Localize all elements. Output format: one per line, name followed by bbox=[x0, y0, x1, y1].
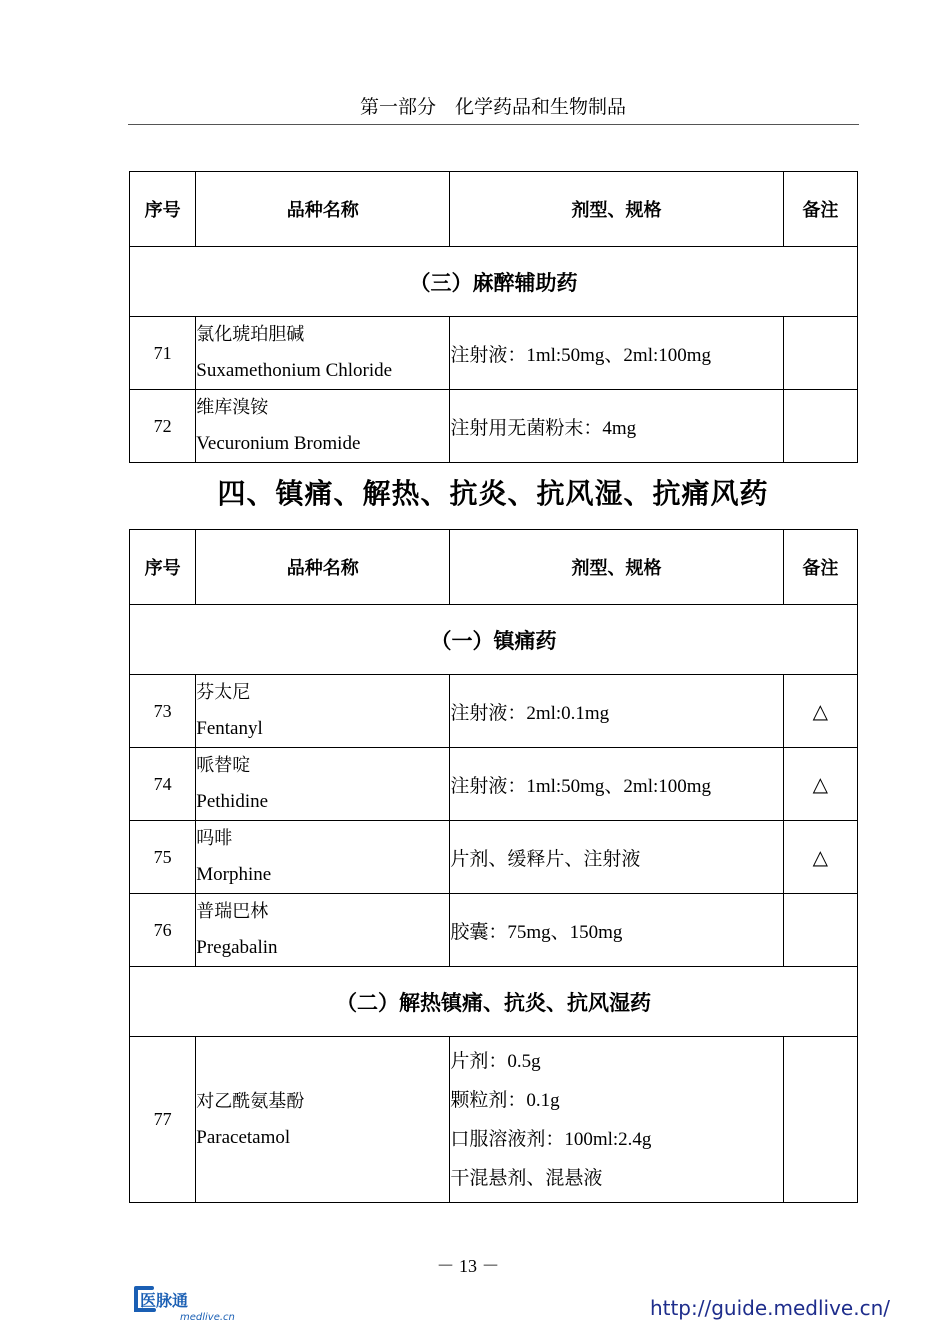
drug-name-cn: 维库溴铵 bbox=[196, 397, 269, 418]
section-row bbox=[130, 247, 858, 317]
note bbox=[783, 390, 857, 463]
dosage-form: 注射液：2ml:0.1mg bbox=[450, 675, 783, 748]
running-header: 第一部分 化学药品和生物制品 bbox=[359, 96, 626, 118]
section-title: （一）镇痛药 bbox=[130, 605, 858, 675]
drug-table-anesthesia bbox=[129, 171, 858, 463]
col-header-name: 品种名称 bbox=[196, 172, 450, 247]
dosage-form: 注射用无菌粉末：4mg bbox=[450, 390, 783, 463]
table-row bbox=[130, 675, 858, 748]
medlive-logo bbox=[132, 1282, 242, 1324]
table-row bbox=[130, 390, 858, 463]
section-title: （二）解热镇痛、抗炎、抗风湿药 bbox=[130, 967, 858, 1037]
drug-name bbox=[196, 821, 450, 894]
col-header-form: 剂型、规格 bbox=[450, 530, 783, 605]
table-row bbox=[130, 748, 858, 821]
page-number: － 13 － bbox=[436, 1256, 500, 1276]
drug-name bbox=[196, 1037, 450, 1203]
note: △ bbox=[783, 748, 857, 821]
drug-name-en: Suxamethonium Chloride bbox=[196, 360, 393, 381]
dosage-form: 注射液：1ml:50mg、2ml:100mg bbox=[450, 317, 783, 390]
note bbox=[783, 894, 857, 967]
row-no: 74 bbox=[130, 748, 196, 821]
drug-name-en: Pethidine bbox=[196, 791, 269, 812]
col-header-no: 序号 bbox=[130, 172, 196, 247]
part-heading: 四、镇痛、解热、抗炎、抗风湿、抗痛风药 bbox=[217, 477, 769, 510]
row-no: 71 bbox=[130, 317, 196, 390]
drug-name-cn: 普瑞巴林 bbox=[196, 901, 269, 922]
section-title: （三）麻醉辅助药 bbox=[130, 247, 858, 317]
drug-name bbox=[196, 675, 450, 748]
drug-name-cn: 芬太尼 bbox=[196, 682, 251, 703]
col-header-note: 备注 bbox=[783, 530, 857, 605]
drug-name bbox=[196, 894, 450, 967]
drug-name bbox=[196, 748, 450, 821]
row-no: 75 bbox=[130, 821, 196, 894]
dosage-form-line: 颗粒剂：0.1g bbox=[450, 1089, 560, 1111]
row-no: 73 bbox=[130, 675, 196, 748]
drug-name-cn: 哌替啶 bbox=[196, 755, 251, 776]
note bbox=[783, 1037, 857, 1203]
drug-table-analgesics bbox=[129, 529, 858, 1203]
table-row bbox=[130, 1037, 858, 1203]
dosage-form: 片剂、缓释片、注射液 bbox=[450, 821, 783, 894]
col-header-note: 备注 bbox=[783, 172, 857, 247]
table-row bbox=[130, 821, 858, 894]
logo-text: 医脉通 bbox=[140, 1291, 189, 1310]
col-header-form: 剂型、规格 bbox=[450, 172, 783, 247]
row-no: 76 bbox=[130, 894, 196, 967]
dosage-form: 胶囊：75mg、150mg bbox=[450, 894, 783, 967]
footer-url-link[interactable]: http://guide.medlive.cn/ bbox=[649, 1296, 890, 1320]
table-header-row bbox=[130, 530, 858, 605]
drug-name-cn: 吗啡 bbox=[196, 828, 233, 849]
dosage-form bbox=[450, 1037, 783, 1203]
drug-name-en: Morphine bbox=[196, 864, 272, 885]
table-row bbox=[130, 317, 858, 390]
dosage-form: 注射液：1ml:50mg、2ml:100mg bbox=[450, 748, 783, 821]
note bbox=[783, 317, 857, 390]
header-rule bbox=[128, 124, 859, 125]
drug-name bbox=[196, 390, 450, 463]
section-row bbox=[130, 605, 858, 675]
drug-name-cn: 氯化琥珀胆碱 bbox=[196, 324, 305, 345]
dosage-form-line: 干混悬剂、混悬液 bbox=[450, 1167, 603, 1189]
row-no: 77 bbox=[130, 1037, 196, 1203]
col-header-no: 序号 bbox=[130, 530, 196, 605]
section-row bbox=[130, 967, 858, 1037]
dosage-form-line: 片剂：0.5g bbox=[450, 1050, 541, 1072]
col-header-name: 品种名称 bbox=[196, 530, 450, 605]
drug-name-en: Vecuronium Bromide bbox=[196, 433, 361, 454]
note: △ bbox=[783, 675, 857, 748]
logo-subtext: medlive.cn bbox=[180, 1312, 235, 1323]
table-header-row bbox=[130, 172, 858, 247]
note: △ bbox=[783, 821, 857, 894]
drug-name-en: Pregabalin bbox=[196, 937, 278, 958]
drug-name-en: Fentanyl bbox=[196, 718, 263, 739]
dosage-form-line: 口服溶液剂：100ml:2.4g bbox=[450, 1128, 652, 1150]
table-row bbox=[130, 894, 858, 967]
drug-name bbox=[196, 317, 450, 390]
drug-name-en: Paracetamol bbox=[196, 1126, 291, 1148]
drug-name-cn: 对乙酰氨基酚 bbox=[196, 1090, 305, 1112]
row-no: 72 bbox=[130, 390, 196, 463]
